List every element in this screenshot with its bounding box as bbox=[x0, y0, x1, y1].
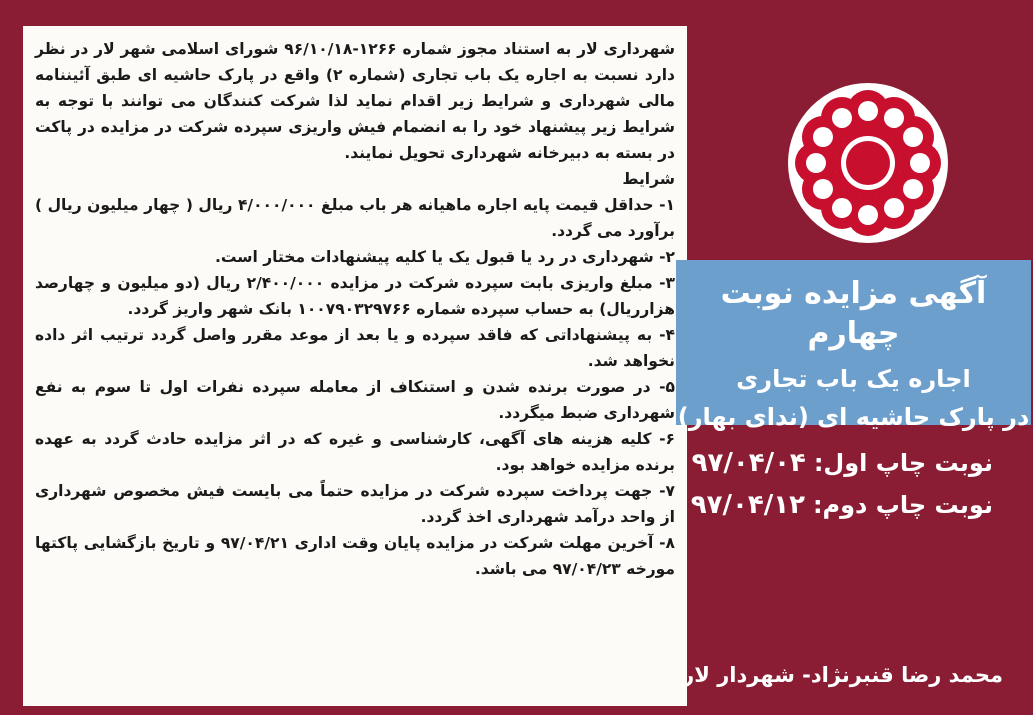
second-print-value: ۹۷/۰۴/۱۲ bbox=[690, 490, 805, 520]
auction-title: آگهی مزایده نوبت چهارم bbox=[720, 276, 987, 351]
first-print-value: ۹۷/۰۴/۰۴ bbox=[691, 448, 806, 478]
condition-item: ۵- در صورت برنده شدن و استنکاف از معامله سپرده نفرات اول تا سوم به نفع شهرداری ضبط میگردد. bbox=[35, 378, 675, 422]
first-print-date bbox=[692, 448, 993, 478]
auction-location: در پارک حاشیه ای (ندای بهار) bbox=[677, 403, 1030, 431]
intro-paragraph: شهرداری لار به استناد مجوز شماره ۱۲۶۶-۹۶/۱۰/۱۸ شورای اسلامی شهر لار در نظر دارد نسبت به اجاره یک باب تجاری (شماره ۲) واقع در پارک حاشیه ای طبق آئیننامه مالی شهرداری و شرایط زیر اقدام نماید لذا شرکت کنندگان می توانند با توجه به شرایط زیر پیشنهاد خود را به انضمام فیش واریزی سپرده شرکت در مزایده در پاکت در بسته به دبیرخانه شهرداری تحویل نمایند. bbox=[35, 40, 675, 162]
second-print-label: نوبت چاپ دوم: bbox=[812, 491, 993, 519]
condition-item: ۱- حداقل قیمت پایه اجاره ماهیانه هر باب مبلغ ۴/۰۰۰/۰۰۰ ریال ( چهار میلیون ریال ) برآورد می گردد. bbox=[35, 196, 675, 240]
condition-item: ۳- مبلغ واریزی بابت سپرده شرکت در مزایده ۲/۴۰۰/۰۰۰ ریال (دو میلیون و چهارصد هزارریال) به حساب سپرده شماره ۱۰۰۷۹۰۳۲۹۷۶۶ بانک شهر واریز گردد. bbox=[35, 274, 676, 318]
second-print-date bbox=[691, 490, 993, 520]
first-print-label: نوبت چاپ اول: bbox=[813, 449, 993, 477]
auction-title-box bbox=[676, 260, 1031, 431]
condition-item: ۲- شهرداری در رد یا قبول یک یا کلیه پیشنهادات مختار است. bbox=[214, 248, 675, 266]
mayor-signature: محمد رضا قنبرنژاد- شهردار لار bbox=[682, 663, 1003, 687]
conditions-heading: شرایط bbox=[622, 170, 675, 188]
condition-item: ۶- کلیه هزینه های آگهی، کارشناسی و غیره که در اثر مزایده حادث گردد به عهده برنده مزایده خواهد بود. bbox=[35, 430, 675, 474]
condition-item: ۷- جهت پرداخت سپرده شرکت در مزایده حتماً می بایست فیش مخصوص شهرداری از واحد درآمد شهرداری اخذ گردد. bbox=[35, 482, 675, 526]
municipality-flower-emblem-icon bbox=[787, 82, 949, 244]
announcement-body bbox=[23, 26, 687, 582]
conditions-panel bbox=[23, 26, 687, 706]
condition-item: ۸- آخرین مهلت شرکت در مزایده پایان وقت اداری ۹۷/۰۴/۲۱ و تاریخ بازگشایی پاکتها مورخه ۹۷/۰۴/۲۳ می باشد. bbox=[35, 534, 675, 578]
condition-item: ۴- به پیشنهاداتی که فاقد سپرده و یا بعد از موعد مقرر واصل گردد ترتیب اثر داده نخواهد شد. bbox=[35, 326, 675, 370]
auction-subtitle: اجاره یک باب تجاری bbox=[736, 365, 971, 393]
